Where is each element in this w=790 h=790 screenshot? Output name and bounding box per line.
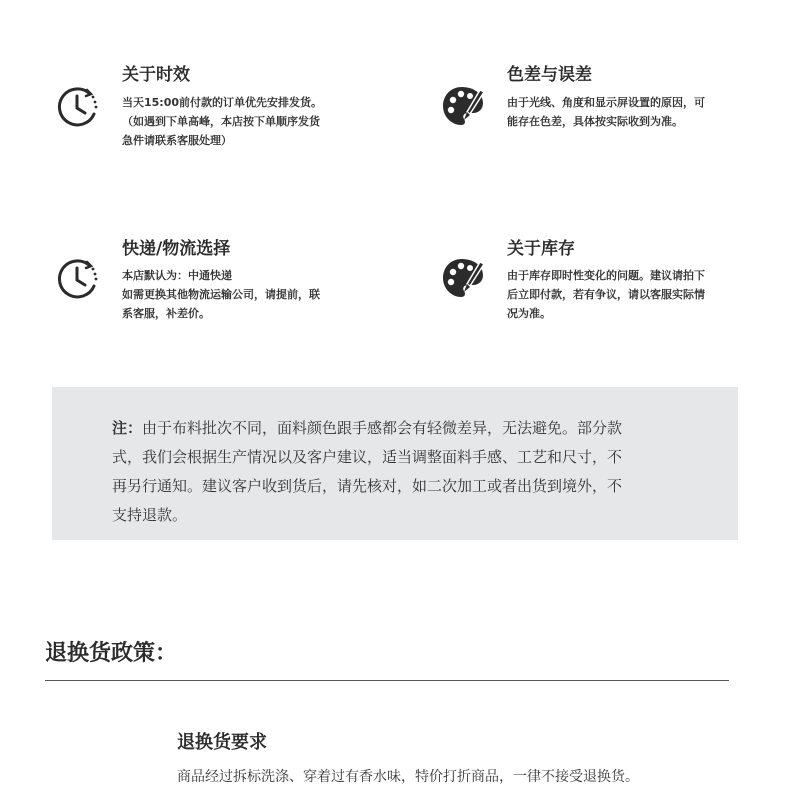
feature-desc-color-difference: [507, 93, 705, 131]
feature-desc-shipping: [122, 266, 320, 323]
feature-desc-line: 后立即付款，若有争议，请以客服实际情: [507, 288, 705, 301]
palette-icon: [440, 84, 486, 130]
feature-desc-stock: [507, 266, 705, 323]
feature-title-shipping: 快递/物流选择: [122, 239, 231, 259]
requirement-text: 商品经过拆标洗涤、穿着过有香水味，特价打折商品，一律不接受退换货。: [177, 769, 639, 785]
clock-icon: [54, 256, 100, 302]
feature-desc-line: 由于库存即时性变化的问题。建议请拍下: [507, 269, 705, 282]
feature-title-stock: 关于库存: [507, 239, 575, 259]
requirement-title: 退换货要求: [177, 732, 267, 753]
feature-desc-line: （如遇到下单高峰，本店按下单顺序发货: [122, 115, 320, 128]
note-line: 再另行通知。建议客户收到货后，请先核对，如二次加工或者出货到境外，不: [112, 477, 623, 495]
note-label: 注：: [112, 419, 143, 437]
note-line: 支持退款。: [112, 506, 188, 524]
feature-title-color-difference: 色差与误差: [507, 65, 592, 85]
clock-icon: [54, 84, 100, 130]
policy-heading: 退换货政策：: [45, 641, 178, 666]
feature-desc-line: 如需更换其他物流运输公司，请提前，联: [122, 288, 320, 301]
feature-desc-line: 由于光线、角度和显示屏设置的原因，可: [507, 96, 705, 109]
note-line: [112, 414, 712, 443]
feature-desc-line: 况为准。: [507, 307, 551, 320]
feature-desc-line: 能存在色差，具体按实际收到为准。: [507, 115, 683, 128]
feature-desc-timeliness: [122, 93, 322, 150]
palette-icon: [440, 256, 486, 302]
feature-title-timeliness: 关于时效: [122, 65, 190, 85]
note-line-text: 由于布料批次不同，面料颜色跟手感都会有轻微差异，无法避免。部分款: [142, 419, 623, 437]
note-line: 式，我们会根据生产情况以及客户建议，适当调整面料手感、工艺和尺寸，不: [112, 448, 623, 466]
note-text: [112, 414, 712, 530]
feature-desc-line: 系客服，补差价。: [122, 307, 210, 320]
feature-desc-line: 本店默认为：中通快递: [122, 269, 232, 282]
feature-desc-line: 急件请联系客服处理）: [122, 134, 232, 147]
divider: [45, 680, 729, 681]
feature-desc-line: 当天15:00前付款的订单优先安排发货。: [122, 96, 323, 109]
